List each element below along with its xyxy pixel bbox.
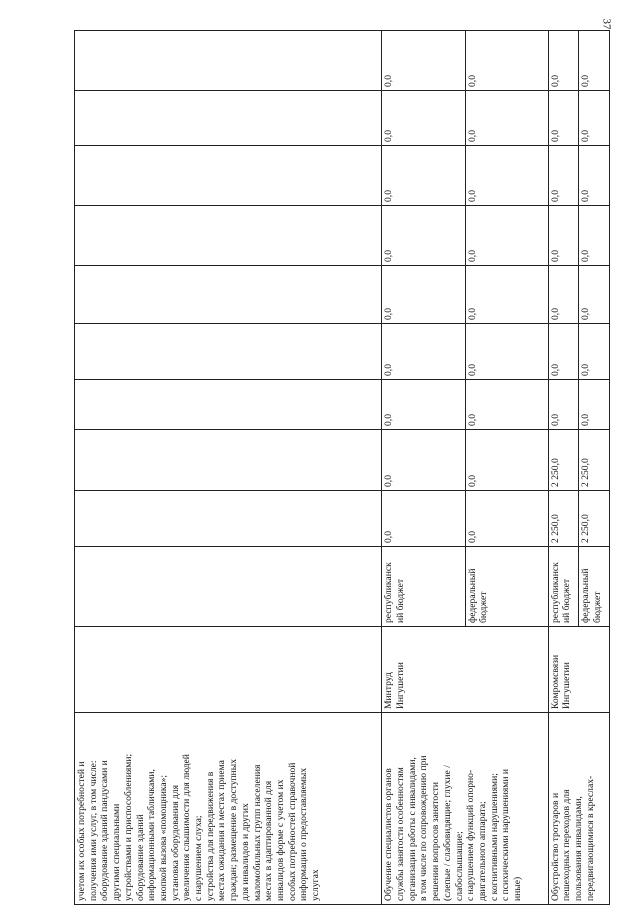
program-table-wrapper (74, 31, 610, 905)
value-cell: 0,0 (548, 91, 579, 146)
value-cell: 0,0 (548, 146, 579, 206)
executor-cell (75, 627, 382, 713)
value-cell: 2 250,0 (579, 491, 610, 547)
value-cell: 0,0 (382, 380, 465, 430)
value-cell: 0,0 (465, 266, 548, 324)
value-cell: 0,0 (579, 266, 610, 324)
value-cell: 0,0 (465, 380, 548, 430)
table-row (548, 31, 579, 905)
executor-cell: Комромсвязи Ингушетии (548, 627, 609, 713)
value-cell (75, 91, 382, 146)
program-table (74, 30, 610, 905)
value-cell: 0,0 (465, 91, 548, 146)
value-cell (75, 430, 382, 491)
value-cell: 0,0 (382, 491, 465, 547)
funding-source-cell: федеральный бюджет (465, 547, 548, 627)
value-cell: 0,0 (382, 266, 465, 324)
value-cell: 2 250,0 (548, 430, 579, 491)
value-cell (75, 491, 382, 547)
value-cell: 0,0 (465, 146, 548, 206)
value-cell: 0,0 (382, 31, 465, 91)
value-cell (75, 31, 382, 91)
page-number: 37 (600, 18, 613, 30)
measure-description: Обустройство тротуаров и пешеходных переходов для пользования инвалидами, передвигающимися в креслах- (548, 713, 609, 905)
value-cell: 0,0 (382, 324, 465, 380)
funding-source-cell: федеральный бюджет (579, 547, 610, 627)
funding-source-cell: республиканск ий бюджет (382, 547, 465, 627)
value-cell: 2 250,0 (548, 491, 579, 547)
value-cell (75, 380, 382, 430)
value-cell: 0,0 (579, 206, 610, 266)
value-cell (75, 324, 382, 380)
value-cell: 0,0 (465, 324, 548, 380)
value-cell: 0,0 (579, 324, 610, 380)
value-cell (75, 206, 382, 266)
value-cell: 0,0 (465, 206, 548, 266)
value-cell: 0,0 (548, 31, 579, 91)
value-cell: 0,0 (382, 91, 465, 146)
value-cell: 0,0 (465, 31, 548, 91)
funding-source-cell: республиканск ий бюджет (548, 547, 579, 627)
value-cell: 0,0 (382, 146, 465, 206)
value-cell: 0,0 (548, 266, 579, 324)
measure-description: Обучение специалистов органов службы занятости особенностям организации работы с инвалидами, в том числе по сопровождению при решении вопросов занятости (слепые / слабовидящие; глухие / слабослышащие; с нарушением функций опорно- двигательного аппарата; с когнитивными нарушениями; с психическими нарушениями и иные) (382, 713, 548, 905)
table-row (382, 31, 465, 905)
value-cell: 0,0 (382, 430, 465, 491)
value-cell: 0,0 (579, 31, 610, 91)
value-cell: 0,0 (579, 146, 610, 206)
rotated-page-area (74, 31, 610, 905)
value-cell: 0,0 (548, 206, 579, 266)
value-cell: 0,0 (465, 430, 548, 491)
funding-source-cell (75, 547, 382, 627)
value-cell: 0,0 (579, 91, 610, 146)
table-row (75, 31, 382, 905)
value-cell: 0,0 (548, 380, 579, 430)
value-cell (75, 266, 382, 324)
value-cell: 0,0 (579, 380, 610, 430)
measure-description: учетом их особых потребностей и получения ими услуг, в том числе: оборудование зданий пандусами и другими специальными устройствами и приспособлениями; оборудование зданий информационными табличками, кнопкой вызова «помощника»; установка оборудования для увеличения слышимости для людей с нарушением слуха; устройства для передвижения в местах ожидания и местах приема граждан; размещение в доступных для инвалидов и других маломобильных групп населения местах в адаптированной для инвалидов форме с учетом их особых потребностей справочной информации о предоставляемых услугах (75, 713, 382, 905)
value-cell: 0,0 (465, 491, 548, 547)
value-cell (75, 146, 382, 206)
value-cell: 0,0 (382, 206, 465, 266)
executor-cell: Минтруд Ингушетии (382, 627, 548, 713)
value-cell: 0,0 (548, 324, 579, 380)
value-cell: 2 250,0 (579, 430, 610, 491)
